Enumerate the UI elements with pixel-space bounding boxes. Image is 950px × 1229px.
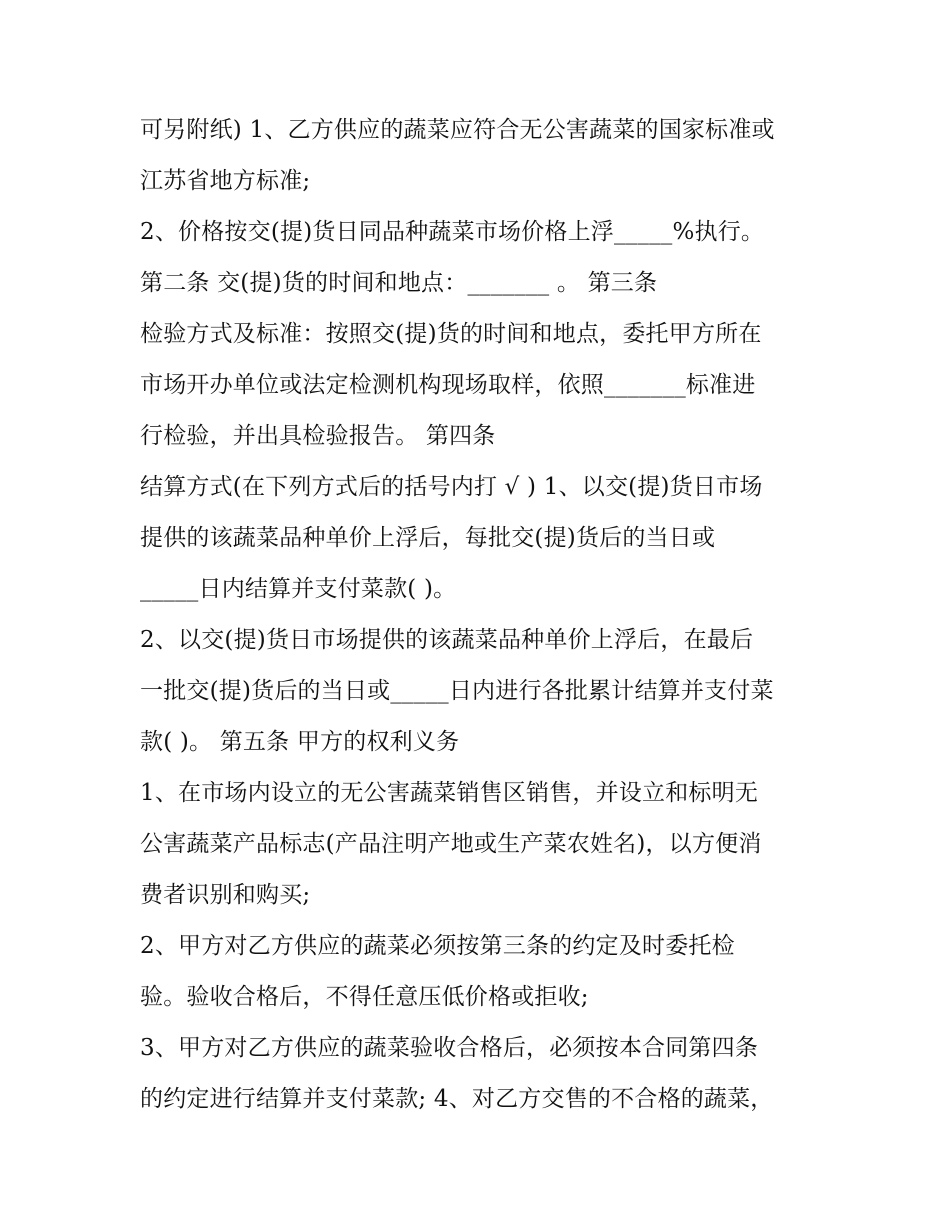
- text-line: 检验方式及标准：按照交(提)货的时间和地点，委托甲方所在: [140, 321, 762, 347]
- text-line: 提供的该蔬菜品种单价上浮后，每批交(提)货后的当日或: [140, 525, 716, 551]
- text-line: 费者识别和购买;: [140, 882, 311, 908]
- text-line: 2、价格按交(提)货日同品种蔬菜市场价格上浮_____%执行。: [140, 219, 765, 245]
- text-line: 1、在市场内设立的无公害蔬菜销售区销售，并设立和标明无: [140, 780, 759, 806]
- text-line: 第二条 交(提)货的时间和地点：_______ 。 第三条: [140, 270, 658, 296]
- text-line: 款( )。 第五条 甲方的权利义务: [140, 729, 460, 755]
- text-line: 公害蔬菜产品标志(产品注明产地或生产菜农姓名)，以方便消: [140, 831, 762, 857]
- text-line: 验。验收合格后，不得任意压低价格或拒收;: [140, 984, 589, 1010]
- text-line: 2、以交(提)货日市场提供的该蔬菜品种单价上浮后，在最后: [140, 627, 754, 653]
- text-line: 一批交(提)货后的当日或_____日内进行各批累计结算并支付菜: [140, 678, 774, 704]
- text-line: 江苏省地方标准;: [140, 168, 311, 194]
- text-line: 市场开办单位或法定检测机构现场取样，依照_______标准进: [140, 372, 756, 398]
- text-line: 结算方式(在下列方式后的括号内打 √ ) 1、以交(提)货日市场: [140, 474, 763, 500]
- text-line: 可另附纸) 1、乙方供应的蔬菜应符合无公害蔬菜的国家标准或: [140, 117, 775, 143]
- text-line: _____日内结算并支付菜款( )。: [140, 576, 457, 602]
- text-line: 行检验，并出具检验报告。 第四条: [140, 423, 496, 449]
- text-line: 3、甲方对乙方供应的蔬菜验收合格后，必须按本合同第四条: [140, 1035, 759, 1061]
- text-line: 2、甲方对乙方供应的蔬菜必须按第三条的约定及时委托检: [140, 933, 735, 959]
- text-line: 的约定进行结算并支付菜款; 4、对乙方交售的不合格的蔬菜，: [140, 1086, 774, 1112]
